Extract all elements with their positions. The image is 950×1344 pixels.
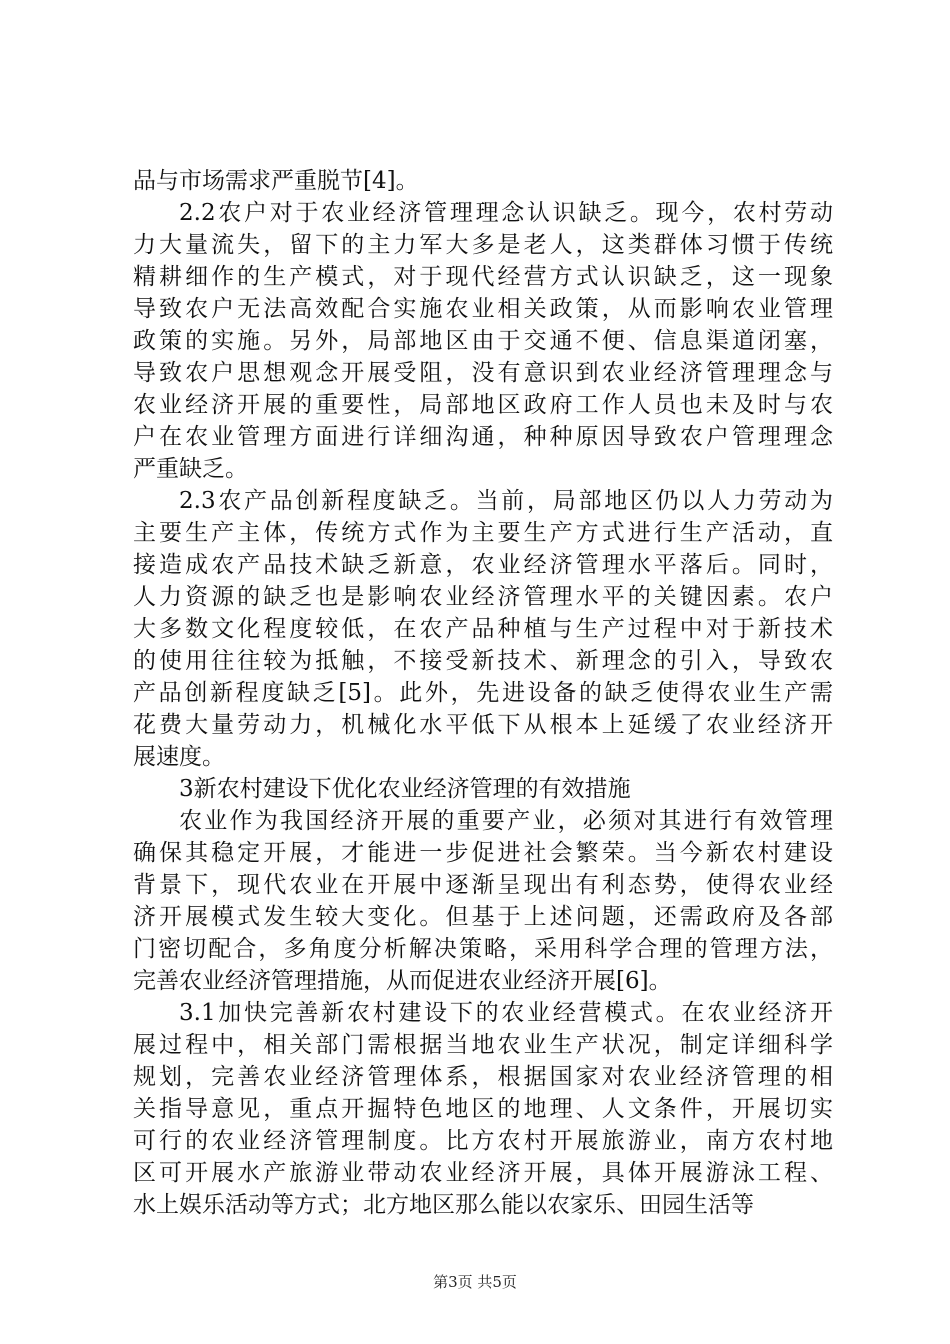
text-line: 完善农业经济管理措施，从而促进农业经济开展[6]。	[133, 968, 672, 994]
text-line: 2.3农产品创新程度缺乏。当前，局部地区仍以人力劳动为	[179, 488, 833, 514]
text-line: 水上娱乐活动等方式；北方地区那么能以农家乐、田园生活等	[133, 1192, 754, 1218]
text-line: 导致农户思想观念开展受阻，没有意识到农业经济管理理念与	[133, 360, 833, 386]
document-body	[133, 165, 833, 1221]
text-line: 关指导意见，重点开掘特色地区的地理、人文条件，开展切实	[133, 1096, 833, 1122]
text-line: 3.1加快完善新农村建设下的农业经营模式。在农业经济开	[179, 1000, 833, 1026]
text-line: 2.2农户对于农业经济管理理念认识缺乏。现今，农村劳动	[179, 200, 833, 226]
text-line: 户在农业管理方面进行详细沟通，种种原因导致农户管理理念	[133, 424, 833, 450]
paragraph	[133, 805, 833, 997]
text-line: 主要生产主体，传统方式作为主要生产方式进行生产活动，直	[133, 520, 833, 546]
text-line: 严重缺乏。	[133, 456, 248, 482]
text-line: 可行的农业经济管理制度。比方农村开展旅游业，南方农村地	[133, 1128, 833, 1154]
page-footer: 第3页 共5页	[433, 1273, 517, 1291]
text-line: 门密切配合，多角度分析解决策略，采用科学合理的管理方法，	[133, 936, 833, 962]
paragraph	[133, 165, 833, 197]
paragraph	[133, 773, 833, 805]
text-line: 3新农村建设下优化农业经济管理的有效措施	[179, 776, 631, 802]
text-line: 的使用往往较为抵触，不接受新技术、新理念的引入，导致农	[133, 648, 833, 674]
text-line: 区可开展水产旅游业带动农业经济开展，具体开展游泳工程、	[133, 1160, 833, 1186]
text-line: 精耕细作的生产模式，对于现代经营方式认识缺乏，这一现象	[133, 264, 833, 290]
text-line: 大多数文化程度较低，在农产品种植与生产过程中对于新技术	[133, 616, 833, 642]
text-line: 展速度。	[133, 744, 225, 770]
text-line: 规划，完善农业经济管理体系，根据国家对农业经济管理的相	[133, 1064, 833, 1090]
paragraph	[133, 485, 833, 773]
text-line: 接造成农产品技术缺乏新意，农业经济管理水平落后。同时，	[133, 552, 833, 578]
text-line: 济开展模式发生较大变化。但基于上述问题，还需政府及各部	[133, 904, 833, 930]
text-line: 展过程中，相关部门需根据当地农业生产状况，制定详细科学	[133, 1032, 833, 1058]
text-line: 花费大量劳动力，机械化水平低下从根本上延缓了农业经济开	[133, 712, 833, 738]
paragraph	[133, 997, 833, 1221]
text-line: 力大量流失，留下的主力军大多是老人，这类群体习惯于传统	[133, 232, 833, 258]
text-line: 农业作为我国经济开展的重要产业，必须对其进行有效管理	[179, 808, 833, 834]
text-line: 背景下，现代农业在开展中逐渐呈现出有利态势，使得农业经	[133, 872, 833, 898]
text-line: 政策的实施。另外，局部地区由于交通不便、信息渠道闭塞，	[133, 328, 833, 354]
text-line: 农业经济开展的重要性，局部地区政府工作人员也未及时与农	[133, 392, 833, 418]
paragraph	[133, 197, 833, 485]
text-line: 确保其稳定开展，才能进一步促进社会繁荣。当今新农村建设	[133, 840, 833, 866]
text-line: 品与市场需求严重脱节[4]。	[133, 168, 419, 194]
text-line: 人力资源的缺乏也是影响农业经济管理水平的关键因素。农户	[133, 584, 833, 610]
text-line: 导致农户无法高效配合实施农业相关政策，从而影响农业管理	[133, 296, 833, 322]
text-line: 产品创新程度缺乏[5]。此外，先进设备的缺乏使得农业生产需	[133, 680, 833, 706]
